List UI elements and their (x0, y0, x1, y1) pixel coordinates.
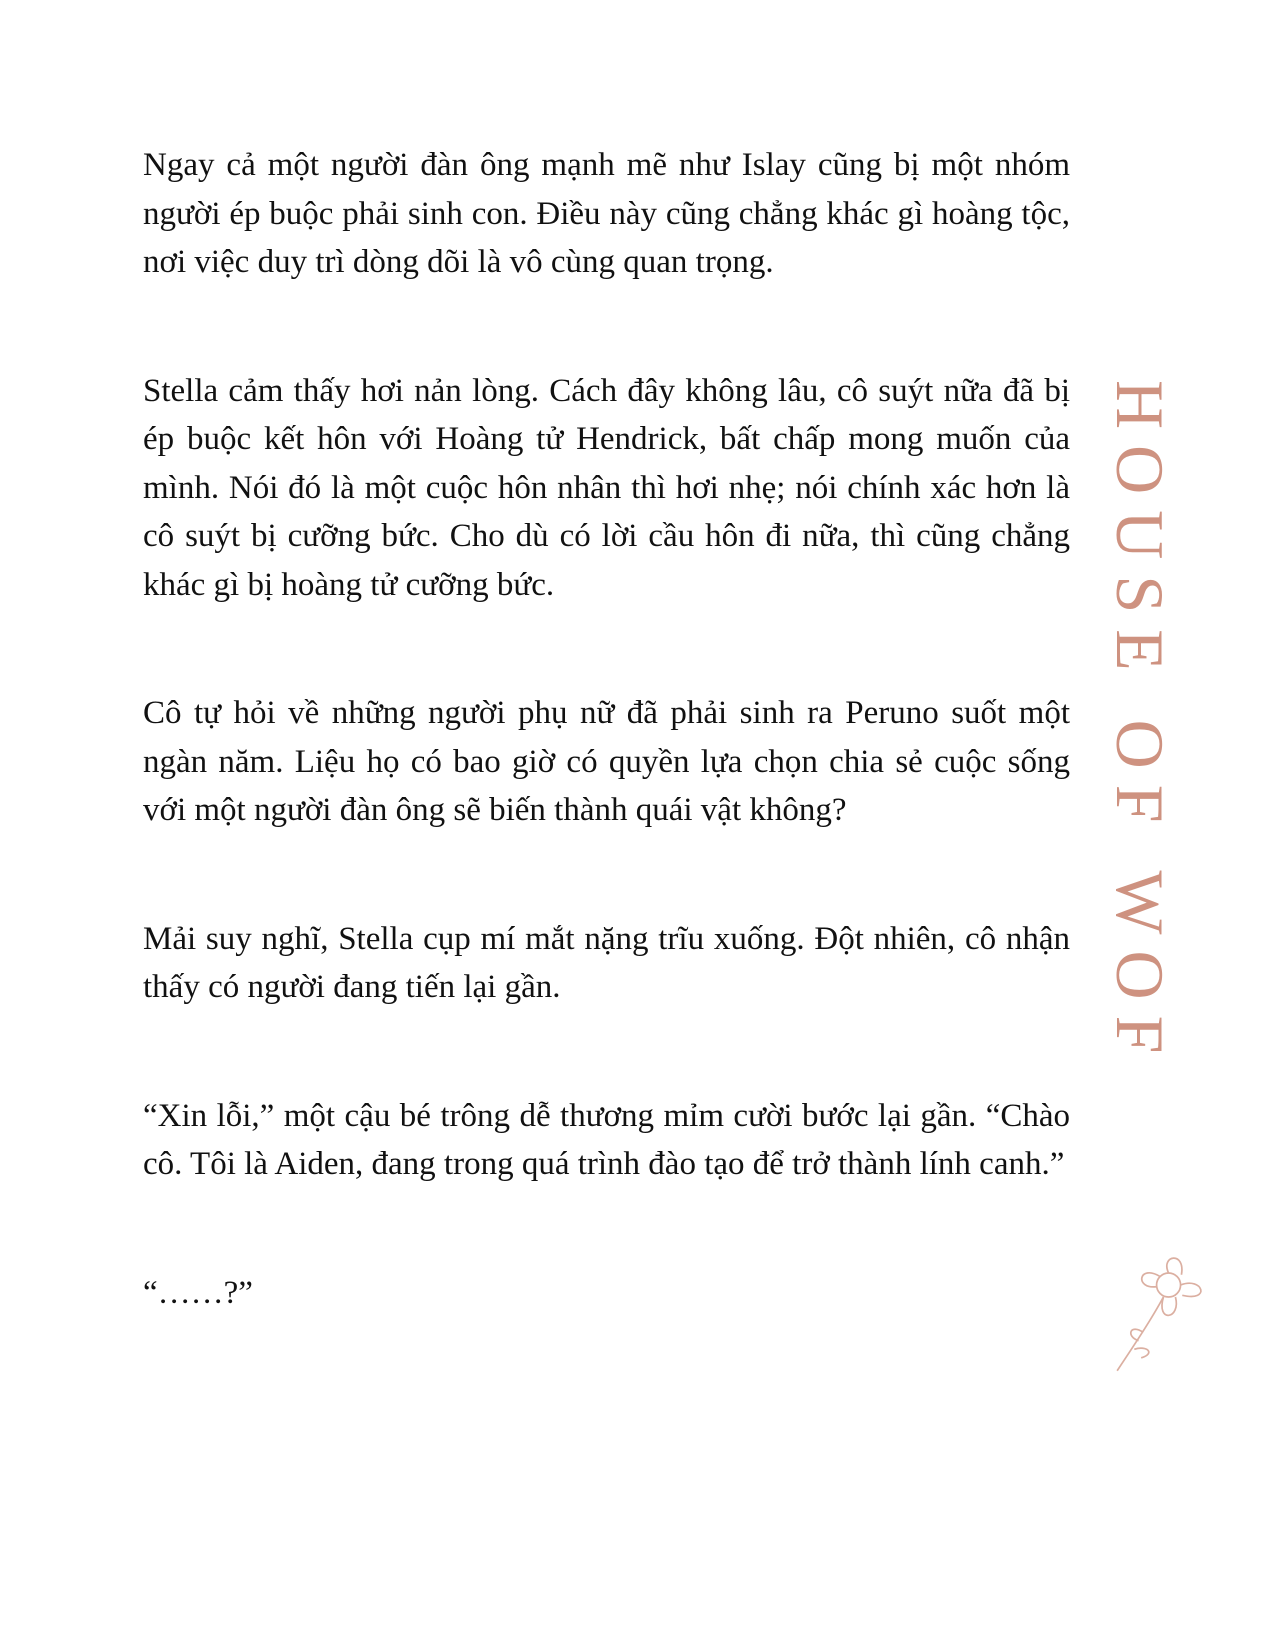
paragraph-5: “Xin lỗi,” một cậu bé trông dễ thương mỉm cười bước lại gần. “Chào cô. Tôi là Aiden, đang trong quá trình đào tạo để trở thành lính canh.” (143, 1097, 1070, 1182)
document-body (143, 141, 1070, 1397)
paragraph-2: Stella cảm thấy hơi nản lòng. Cách đây không lâu, cô suýt nữa đã bị ép buộc kết hôn với Hoàng tử Hendrick, bất chấp mong muốn của mình. Nói đó là một cuộc hôn nhân thì hơi nhẹ; nói chính xác hơn là cô suýt bị cưỡng bức. Cho dù có lời cầu hôn đi nữa, thì cũng chẳng khác gì bị hoàng tử cưỡng bức. (143, 372, 1070, 603)
paragraph-6: “……?” (143, 1274, 253, 1311)
flower-watermark-icon (1100, 1250, 1220, 1380)
paragraph-3: Cô tự hỏi về những người phụ nữ đã phải sinh ra Peruno suốt một ngàn năm. Liệu họ có bao giờ có quyền lựa chọn chia sẻ cuộc sống với một người đàn ông sẽ biến thành quái vật không? (143, 695, 1070, 828)
paragraph-1: Ngay cả một người đàn ông mạnh mẽ như Islay cũng bị một nhóm người ép buộc phải sinh con. Điều này cũng chẳng khác gì hoàng tộc, nơi việc duy trì dòng dõi là vô cùng quan trọng. (143, 147, 1070, 280)
watermark-text: HOUSE OF WOF (1102, 380, 1178, 1070)
paragraph-4: Mải suy nghĩ, Stella cụp mí mắt nặng trĩu xuống. Đột nhiên, cô nhận thấy có người đang tiến lại gần. (143, 920, 1070, 1005)
